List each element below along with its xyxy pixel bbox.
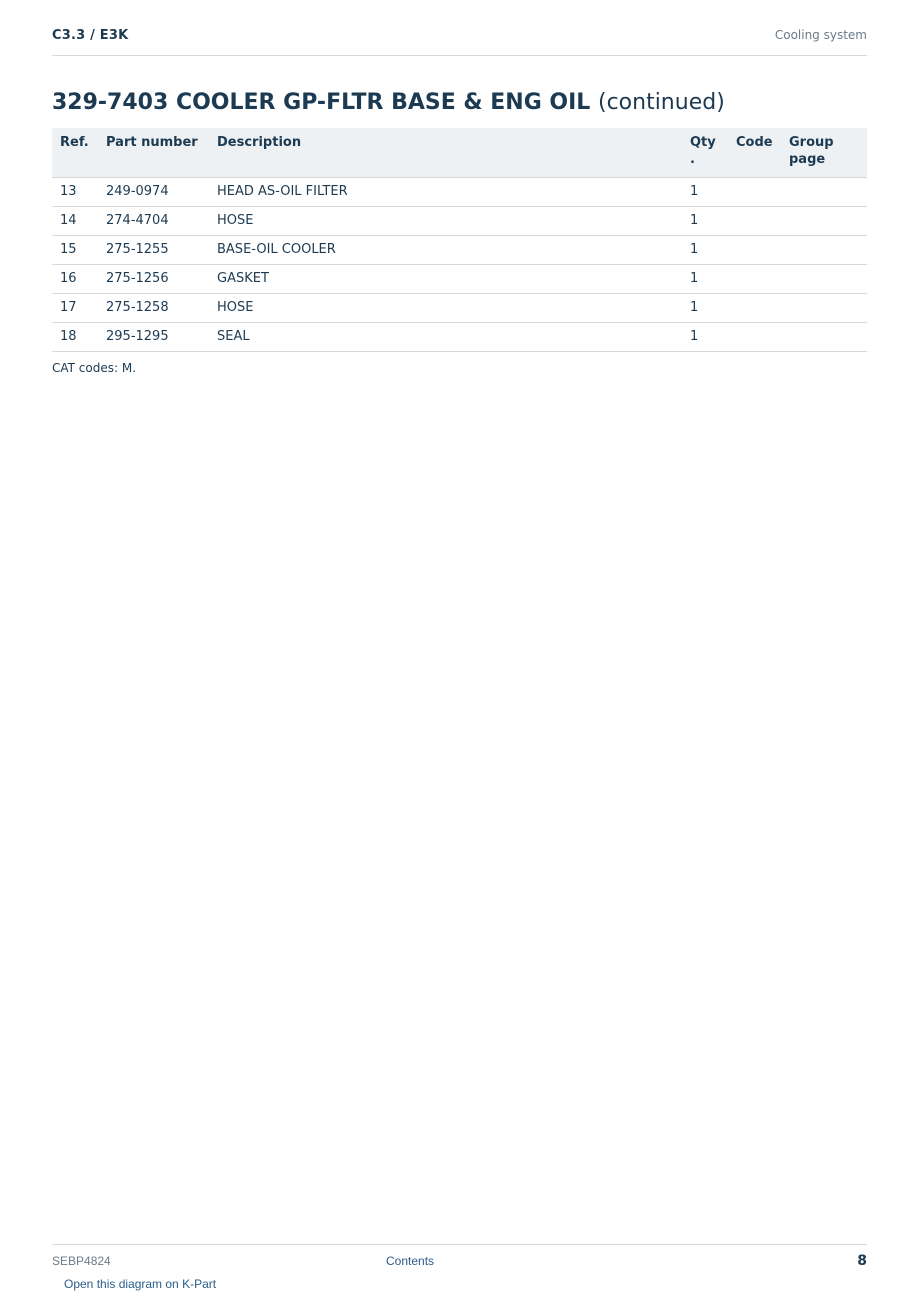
table-row: [52, 177, 867, 206]
page-footer: [52, 1244, 867, 1268]
cell-qty: 1: [682, 235, 728, 264]
cell-group-page: [781, 235, 867, 264]
cell-part-number: 274-4704: [98, 206, 209, 235]
cell-description: HOSE: [209, 206, 682, 235]
table-header: [52, 128, 867, 177]
cell-description: HEAD AS-OIL FILTER: [209, 177, 682, 206]
cat-codes-note: CAT codes: M.: [52, 361, 137, 375]
cell-code: [728, 293, 781, 322]
header-ref: Ref.: [52, 128, 98, 177]
cell-ref: 17: [52, 293, 98, 322]
document-code: SEBP4824: [52, 1254, 111, 1268]
parts-table: [52, 128, 867, 352]
cell-description: GASKET: [209, 264, 682, 293]
page-title: [52, 90, 867, 115]
cell-qty: 1: [682, 264, 728, 293]
table-row: [52, 264, 867, 293]
cell-part-number: 249-0974: [98, 177, 209, 206]
cell-description: SEAL: [209, 322, 682, 351]
cell-part-number: 295-1295: [98, 322, 209, 351]
cell-ref: 13: [52, 177, 98, 206]
table-body: [52, 177, 867, 351]
cell-group-page: [781, 177, 867, 206]
header-group-page: Group page: [781, 128, 867, 177]
cell-part-number: 275-1255: [98, 235, 209, 264]
cell-group-page: [781, 206, 867, 235]
cell-qty: 1: [682, 206, 728, 235]
header-row: [52, 128, 867, 177]
table-row: [52, 293, 867, 322]
header-qty: Qty .: [682, 128, 728, 177]
cell-code: [728, 206, 781, 235]
header-part-number: Part number: [98, 128, 209, 177]
table-row: [52, 322, 867, 351]
header-code: Code: [728, 128, 781, 177]
cell-group-page: [781, 264, 867, 293]
cell-group-page: [781, 322, 867, 351]
page-header: [52, 28, 867, 56]
cell-qty: 1: [682, 293, 728, 322]
cell-qty: 1: [682, 177, 728, 206]
cell-group-page: [781, 293, 867, 322]
table-row: [52, 206, 867, 235]
cell-code: [728, 322, 781, 351]
cell-code: [728, 177, 781, 206]
open-kpart-link[interactable]: Open this diagram on K-Part: [64, 1277, 217, 1291]
cell-ref: 16: [52, 264, 98, 293]
contents-link[interactable]: Contents: [386, 1254, 435, 1268]
table-row: [52, 235, 867, 264]
cell-code: [728, 235, 781, 264]
cell-description: HOSE: [209, 293, 682, 322]
section-label: Cooling system: [774, 28, 867, 42]
model-label: C3.3 / E3K: [52, 28, 129, 43]
cell-ref: 18: [52, 322, 98, 351]
cell-ref: 14: [52, 206, 98, 235]
cell-part-number: 275-1258: [98, 293, 209, 322]
page-number: 8: [857, 1253, 867, 1269]
header-description: Description: [209, 128, 682, 177]
cell-description: BASE-OIL COOLER: [209, 235, 682, 264]
cell-qty: 1: [682, 322, 728, 351]
cell-part-number: 275-1256: [98, 264, 209, 293]
cell-ref: 15: [52, 235, 98, 264]
cell-code: [728, 264, 781, 293]
title-sub: (continued): [597, 90, 725, 115]
title-main: 329-7403 COOLER GP-FLTR BASE & ENG OIL: [52, 90, 591, 115]
